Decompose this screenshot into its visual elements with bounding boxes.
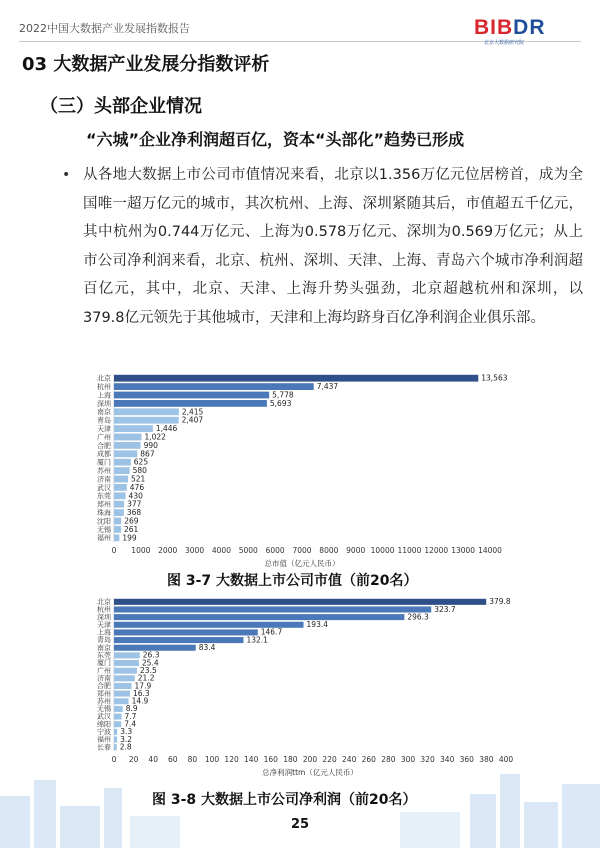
x-tick-label: 12000	[424, 546, 449, 555]
x-tick-label: 320	[420, 755, 435, 764]
bar	[114, 637, 243, 643]
x-tick-label: 360	[459, 755, 474, 764]
value-label: 21.2	[137, 673, 155, 683]
category-label: 无锡	[97, 525, 111, 534]
bar	[114, 660, 139, 666]
value-label: 2,415	[181, 407, 204, 417]
bar	[114, 714, 122, 720]
x-tick-label: 10000	[370, 546, 395, 555]
bar	[114, 467, 130, 474]
x-tick-label: 80	[187, 755, 198, 764]
value-label: 625	[133, 457, 149, 467]
logo-subtext: 北京大数据研究院	[484, 40, 525, 46]
x-tick-label: 100	[204, 755, 220, 764]
value-label: 430	[128, 491, 143, 501]
category-label: 合肥	[97, 682, 111, 691]
category-label: 成都	[97, 450, 111, 459]
bar	[114, 691, 130, 697]
category-label: 北京	[97, 374, 111, 383]
bar	[114, 729, 117, 735]
category-label: 深圳	[97, 613, 111, 622]
value-label: 146.7	[260, 627, 283, 637]
report-title: 2022中国大数据产业发展指数报告	[19, 22, 190, 35]
value-label: 199	[122, 533, 137, 543]
category-label: 南京	[97, 408, 111, 417]
category-label: 无锡	[97, 705, 111, 714]
bullet-icon: •	[62, 167, 71, 183]
value-label: 377	[127, 499, 142, 509]
x-tick-label: 14000	[478, 546, 502, 555]
category-label: 广州	[97, 433, 111, 442]
value-label: 83.4	[198, 643, 216, 653]
value-label: 580	[132, 466, 147, 476]
subsection-title: （三）头部企业情况	[40, 96, 202, 117]
market-value-chart	[88, 370, 518, 570]
bar	[114, 599, 486, 605]
bar	[114, 606, 431, 612]
bar	[114, 614, 404, 620]
value-label: 5,778	[272, 390, 294, 400]
value-label: 261	[124, 524, 139, 534]
x-axis-title: 总市值（亿元人民币）	[264, 559, 340, 568]
category-label: 苏州	[97, 697, 111, 706]
x-tick-label: 140	[244, 755, 259, 764]
logo-wordmark: BIBDR	[474, 16, 546, 39]
x-tick-label: 280	[381, 755, 396, 764]
value-label: 17.9	[134, 681, 152, 691]
x-tick-label: 400	[498, 755, 514, 764]
value-label: 521	[130, 474, 146, 484]
value-label: 7.7	[124, 711, 137, 721]
bar	[114, 425, 153, 432]
x-tick-label: 1000	[131, 546, 151, 555]
bar	[114, 434, 141, 441]
value-label: 323.7	[434, 604, 456, 614]
bar	[114, 450, 137, 457]
category-label: 武汉	[97, 712, 111, 721]
bar	[114, 509, 124, 516]
bar	[114, 408, 179, 415]
category-label: 绵阳	[97, 720, 111, 729]
bar	[114, 668, 137, 674]
x-tick-label: 340	[440, 755, 455, 764]
category-label: 济南	[97, 475, 111, 484]
x-tick-label: 260	[361, 755, 376, 764]
value-label: 1,022	[144, 432, 166, 442]
bar	[114, 392, 269, 399]
value-label: 1,446	[155, 424, 178, 434]
x-tick-label: 7000	[292, 546, 312, 555]
category-label: 杭州	[97, 605, 111, 614]
value-label: 23.5	[140, 665, 157, 675]
x-tick-label: 8000	[319, 546, 339, 555]
bar	[114, 737, 117, 743]
bar	[114, 526, 121, 533]
value-label: 867	[140, 449, 155, 459]
category-label: 武汉	[97, 483, 111, 492]
x-tick-label: 160	[263, 755, 278, 764]
bar	[114, 501, 124, 508]
bar	[114, 383, 314, 390]
category-label: 宁波	[97, 728, 111, 737]
value-label: 7.4	[124, 719, 137, 729]
value-label: 3.3	[120, 727, 133, 737]
bar	[114, 629, 258, 635]
category-label: 厦门	[97, 659, 111, 668]
value-label: 8.9	[125, 704, 138, 714]
value-label: 14.9	[131, 696, 149, 706]
value-label: 990	[143, 440, 158, 450]
x-tick-label: 220	[322, 755, 337, 764]
value-label: 296.3	[407, 612, 429, 622]
value-label: 368	[126, 508, 142, 518]
category-label: 福州	[97, 735, 111, 744]
x-tick-label: 0	[111, 546, 117, 555]
x-tick-label: 5000	[238, 546, 258, 555]
bar	[114, 484, 127, 491]
value-label: 3.2	[120, 734, 133, 744]
x-tick-label: 2000	[158, 546, 178, 555]
value-label: 379.8	[489, 597, 511, 607]
category-label: 上海	[97, 391, 111, 400]
category-label: 苏州	[97, 466, 111, 475]
x-tick-label: 0	[111, 755, 117, 764]
net-profit-chart	[88, 594, 528, 786]
x-tick-label: 40	[148, 755, 158, 764]
category-label: 东莞	[97, 651, 111, 660]
bar	[114, 652, 140, 658]
x-tick-label: 180	[283, 755, 298, 764]
x-tick-label: 60	[168, 755, 178, 764]
x-tick-label: 6000	[265, 546, 285, 555]
bar	[114, 442, 141, 449]
x-tick-label: 200	[302, 755, 318, 764]
chart1-caption: 图 3-7 大数据上市公司市值（前20名）	[167, 573, 418, 589]
category-label: 郑州	[97, 500, 111, 509]
bar	[114, 518, 121, 525]
category-label: 沈阳	[97, 517, 111, 526]
category-label: 深圳	[97, 399, 111, 408]
value-label: 193.4	[306, 620, 329, 630]
category-label: 上海	[97, 628, 111, 637]
value-label: 5,693	[269, 398, 292, 408]
chart-svg	[88, 370, 518, 570]
category-label: 厦门	[97, 458, 111, 467]
x-tick-label: 240	[342, 755, 357, 764]
page-number: 25	[290, 817, 310, 832]
headline: “六城”企业净利润超百亿，资本“头部化”趋势已形成	[86, 130, 465, 149]
category-label: 珠海	[97, 508, 111, 517]
x-tick-label: 3000	[185, 546, 205, 555]
value-label: 26.3	[142, 650, 160, 660]
value-label: 25.4	[141, 658, 159, 668]
x-tick-label: 120	[224, 755, 239, 764]
value-label: 13,563	[481, 373, 508, 383]
body-paragraph: 从各地大数据上市公司市值情况来看，北京以1.356万亿元位居榜首，成为全国唯一超万亿元的城市，其次杭州、上海、深圳紧随其后，市值超五千亿元，其中杭州为0.744万亿元、上海为0.578万亿元、深圳为0.569万亿元；从上市公司净利润来看，北京、杭州、深圳、天津、上海、青岛六个城市净利润超百亿元，其中，北京、天津、上海升势头强劲，北京超越杭州和深圳，以379.8亿元领先于其他城市，天津和上海均跻身百亿净利润企业俱乐部。	[83, 167, 583, 326]
bar	[114, 375, 478, 382]
chart2-caption: 图 3-8 大数据上市公司净利润（前20名）	[152, 792, 417, 808]
category-label: 东莞	[97, 492, 111, 501]
bar	[114, 417, 179, 424]
x-tick-label: 4000	[211, 546, 231, 555]
bibdr-logo	[474, 16, 584, 46]
x-axis-title: 总净利润ttm（亿元人民币）	[262, 768, 358, 777]
x-tick-label: 300	[400, 755, 416, 764]
value-label: 7,437	[316, 382, 339, 392]
bar	[114, 534, 119, 541]
category-label: 合肥	[97, 441, 111, 450]
bar	[114, 744, 117, 750]
x-tick-label: 9000	[346, 546, 366, 555]
category-label: 天津	[97, 424, 111, 433]
bar	[114, 476, 128, 483]
value-label: 16.3	[132, 688, 150, 698]
bar	[114, 492, 126, 499]
chart-svg	[88, 594, 528, 786]
x-tick-label: 11000	[397, 546, 422, 555]
category-label: 天津	[97, 620, 111, 629]
section-title: 03 大数据产业发展分指数评析	[22, 54, 270, 75]
category-label: 青岛	[97, 636, 111, 645]
value-label: 476	[129, 482, 145, 492]
bar	[114, 400, 267, 407]
category-label: 青岛	[97, 416, 111, 425]
category-label: 杭州	[97, 382, 111, 391]
bar	[114, 683, 132, 689]
x-tick-label: 20	[128, 755, 139, 764]
category-label: 南京	[97, 643, 111, 652]
bar	[114, 459, 131, 466]
category-label: 长春	[97, 743, 111, 752]
x-tick-label: 13000	[451, 546, 476, 555]
category-label: 广州	[97, 666, 111, 675]
value-label: 269	[124, 516, 139, 526]
category-label: 济南	[97, 674, 111, 683]
x-tick-label: 380	[479, 755, 494, 764]
bar	[114, 706, 123, 712]
category-label: 北京	[97, 597, 111, 606]
category-label: 福州	[97, 534, 111, 543]
category-label: 郑州	[97, 689, 111, 698]
bar	[114, 675, 135, 681]
value-label: 132.1	[246, 635, 268, 645]
value-label: 2,407	[181, 415, 204, 425]
value-label: 2.8	[119, 742, 132, 752]
